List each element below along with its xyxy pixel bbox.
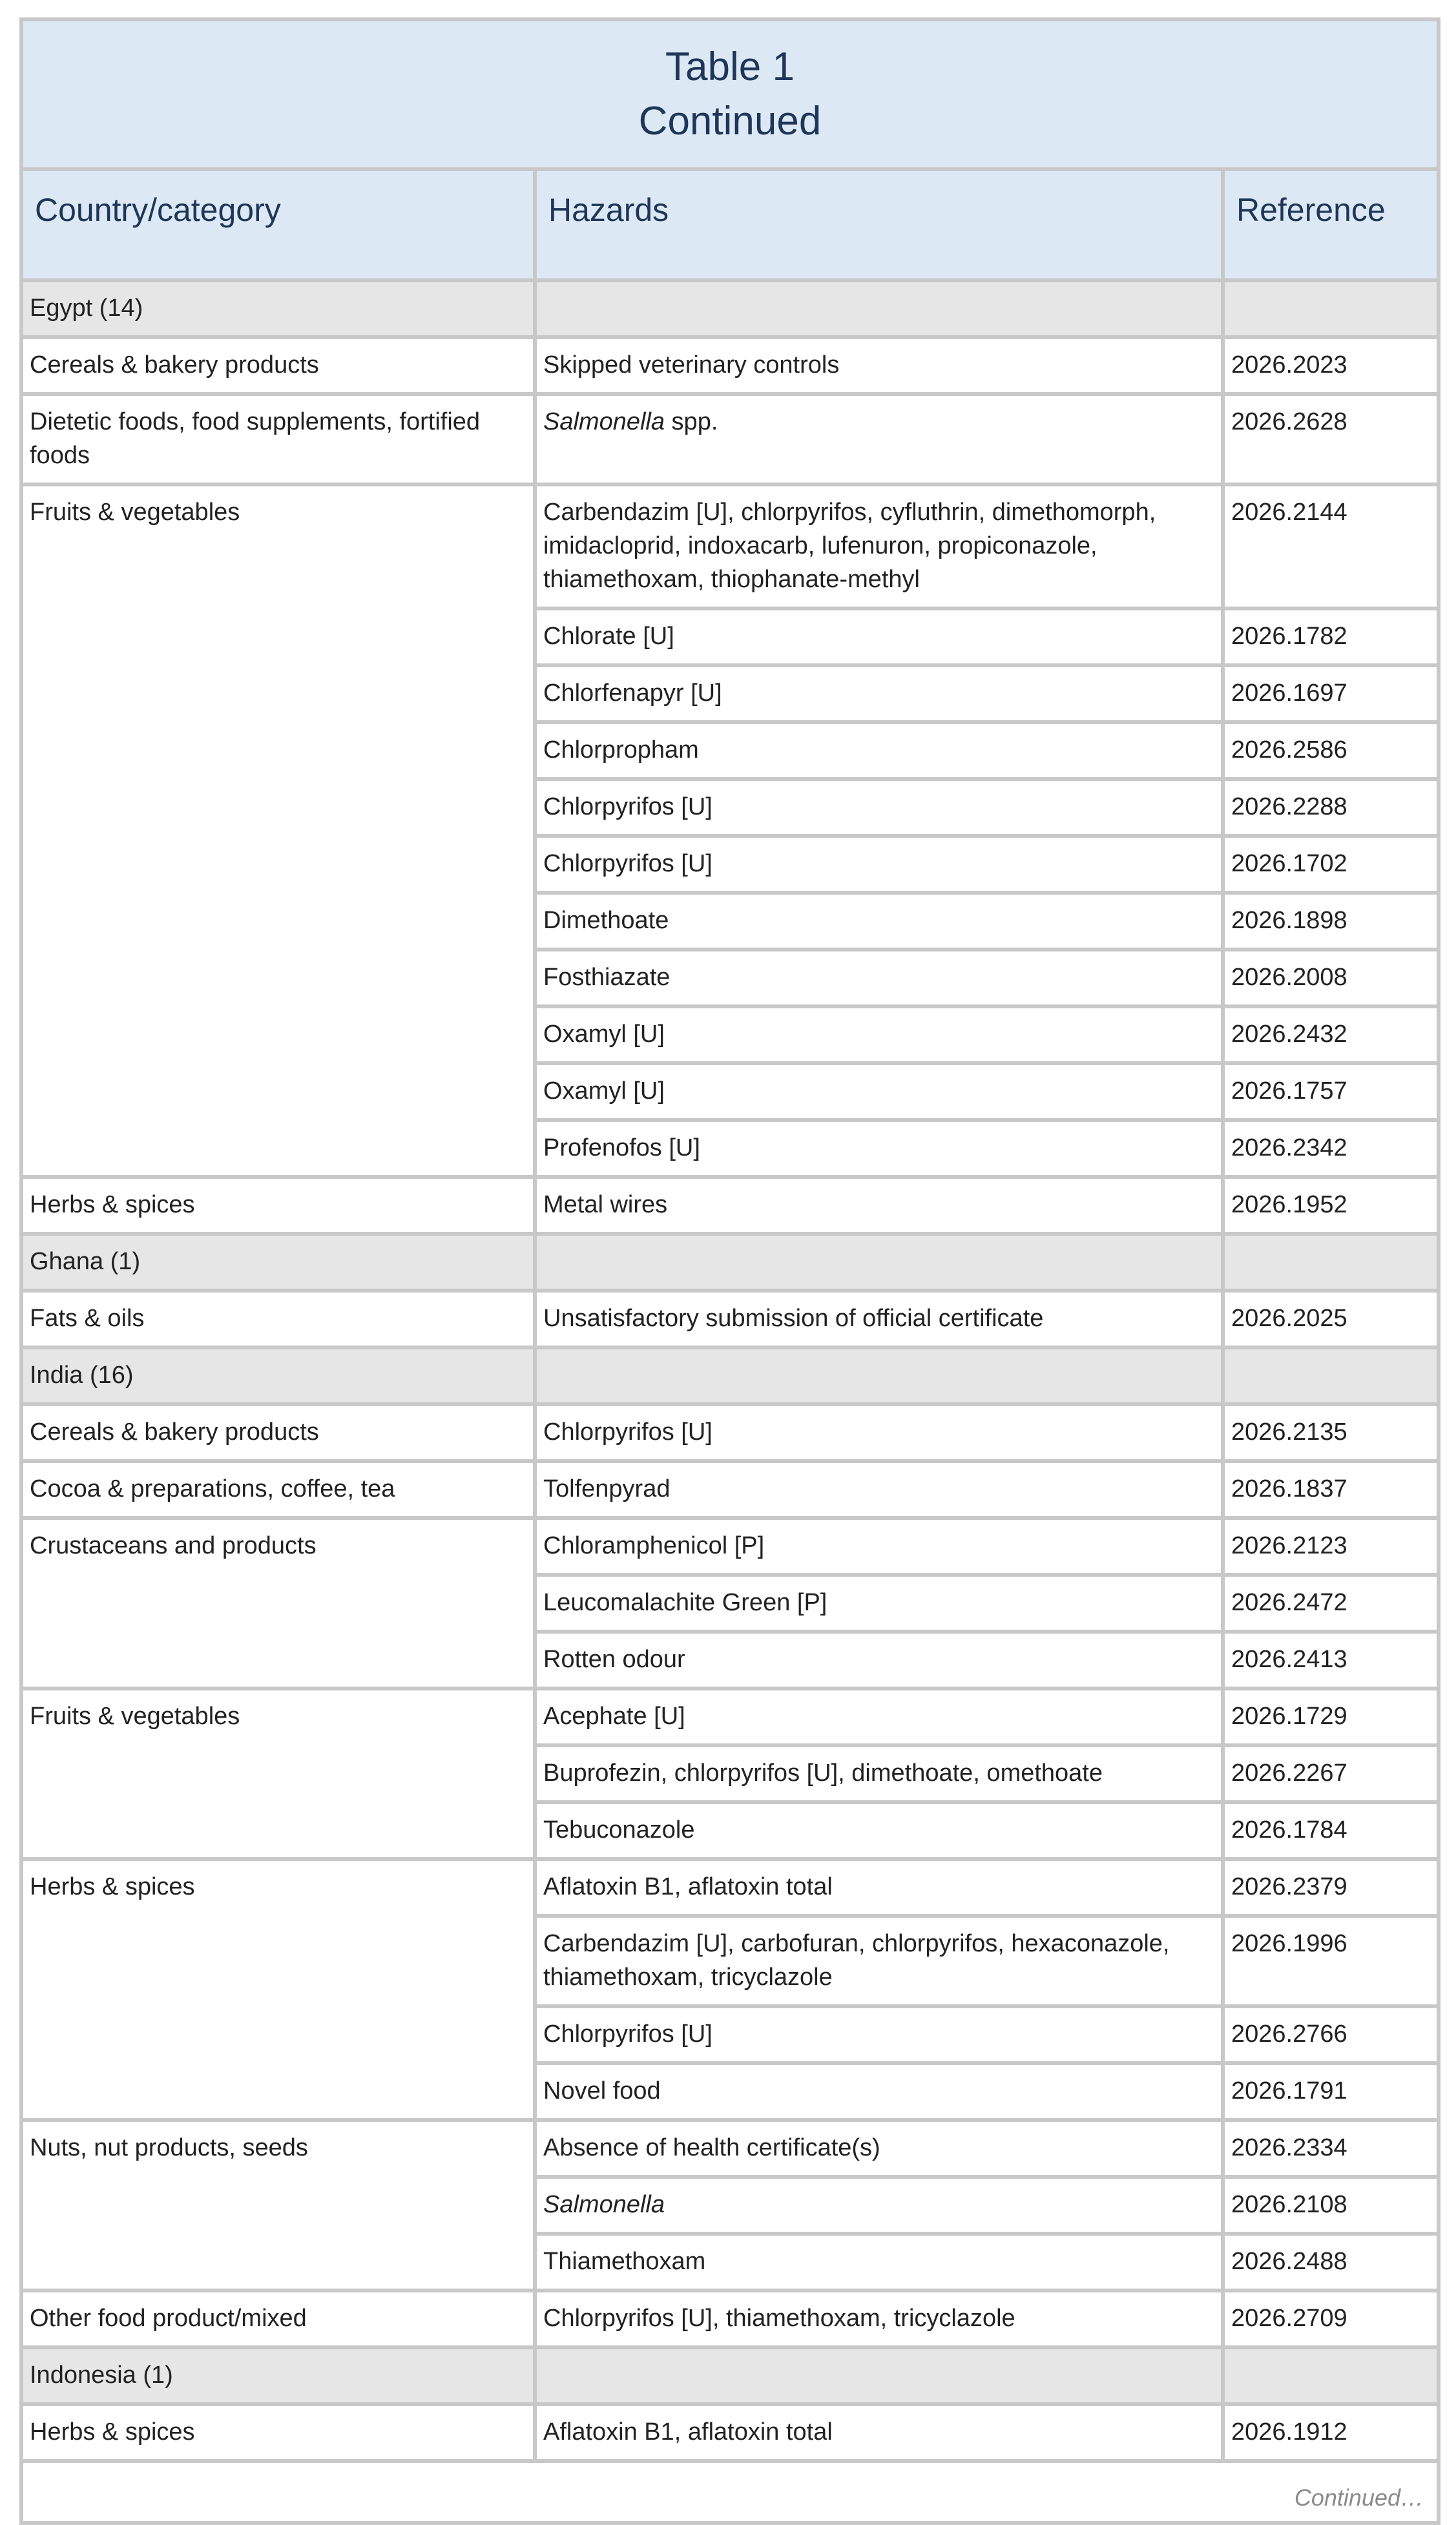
hazard-cell: Acephate [U] (535, 1689, 1223, 1745)
category-cell: Fruits & vegetables (21, 484, 535, 1177)
country-row-ghana (21, 1234, 1439, 1291)
category-cell: Dietetic foods, food supplements, fortified foods (21, 394, 535, 484)
reference-cell: 2026.1757 (1223, 1063, 1439, 1120)
hazard-cell: Oxamyl [U] (535, 1063, 1223, 1120)
category-cell: Cereals & bakery products (21, 1404, 535, 1461)
category-cell: Herbs & spices (21, 1177, 535, 1234)
hazard-cell (535, 394, 1223, 484)
reference-cell: 2026.2008 (1223, 950, 1439, 1006)
reference-cell: 2026.2709 (1223, 2291, 1439, 2347)
hazard-cell: Fosthiazate (535, 950, 1223, 1006)
table-header-row (21, 169, 1439, 280)
hazard-cell: Tolfenpyrad (535, 1461, 1223, 1518)
table-row (21, 394, 1439, 484)
hazard-cell: Carbendazim [U], chlorpyrifos, cyfluthrin, dimethomorph, imidacloprid, indoxacarb, lufenuron, propiconazole, thiamethoxam, thiophanate-methyl (535, 484, 1223, 608)
table-title-row (21, 19, 1439, 169)
table-row (21, 1291, 1439, 1347)
reference-cell: 2026.2488 (1223, 2234, 1439, 2291)
hazards-table (19, 17, 1440, 2525)
category-cell: Cereals & bakery products (21, 337, 535, 394)
hazard-cell: Aflatoxin B1, aflatoxin total (535, 1859, 1223, 1916)
reference-cell: 2026.2108 (1223, 2177, 1439, 2234)
category-cell: Herbs & spices (21, 2404, 535, 2461)
reference-cell: 2026.2472 (1223, 1575, 1439, 1632)
reference-cell: 2026.2023 (1223, 337, 1439, 394)
category-cell: Fats & oils (21, 1291, 535, 1347)
hazard-cell: Chlorfenapyr [U] (535, 665, 1223, 722)
category-cell: Herbs & spices (21, 1859, 535, 2120)
reference-cell: 2026.2267 (1223, 1745, 1439, 1802)
hazard-cell: Chlorpropham (535, 722, 1223, 779)
reference-cell: 2026.1898 (1223, 893, 1439, 950)
reference-cell: 2026.2628 (1223, 394, 1439, 484)
hazard-cell: Rotten odour (535, 1632, 1223, 1689)
reference-cell: 2026.1837 (1223, 1461, 1439, 1518)
table-row (21, 337, 1439, 394)
hazard-cell: Chlorpyrifos [U] (535, 836, 1223, 893)
reference-cell: 2026.1702 (1223, 836, 1439, 893)
reference-cell: 2026.1791 (1223, 2063, 1439, 2120)
reference-cell: 2026.2413 (1223, 1632, 1439, 1689)
reference-cell: 2026.2334 (1223, 2120, 1439, 2177)
header-hazards: Hazards (535, 169, 1223, 280)
table-row (21, 1689, 1439, 1745)
table-title (21, 19, 1439, 169)
header-country-category: Country/category (21, 169, 535, 280)
hazard-cell: Thiamethoxam (535, 2234, 1223, 2291)
reference-cell: 2026.2144 (1223, 484, 1439, 608)
hazard-cell: Absence of health certificate(s) (535, 2120, 1223, 2177)
reference-cell: 2026.2123 (1223, 1518, 1439, 1575)
reference-cell: 2026.2288 (1223, 779, 1439, 836)
hazard-cell: Tebuconazole (535, 1802, 1223, 1859)
country-name: Ghana (1) (21, 1234, 535, 1291)
hazard-cell: Unsatisfactory submission of official certificate (535, 1291, 1223, 1347)
category-cell: Nuts, nut products, seeds (21, 2120, 535, 2291)
reference-cell: 2026.2379 (1223, 1859, 1439, 1916)
hazard-italic-text: Salmonella (543, 2191, 665, 2218)
header-reference: Reference (1223, 169, 1439, 280)
hazard-cell: Chlorpyrifos [U] (535, 2006, 1223, 2063)
table-row (21, 1404, 1439, 1461)
table-row (21, 1859, 1439, 1916)
category-cell: Other food product/mixed (21, 2291, 535, 2347)
reference-cell: 2026.2135 (1223, 1404, 1439, 1461)
table-row (21, 1461, 1439, 1518)
table-row (21, 2120, 1439, 2177)
table-footer-row (21, 2461, 1439, 2523)
reference-cell: 2026.1782 (1223, 608, 1439, 665)
reference-cell: 2026.1996 (1223, 1916, 1439, 2006)
category-cell: Crustaceans and products (21, 1518, 535, 1689)
reference-cell: 2026.2766 (1223, 2006, 1439, 2063)
country-name: Indonesia (1) (21, 2347, 535, 2404)
category-cell: Fruits & vegetables (21, 1689, 535, 1859)
hazard-cell: Chlorpyrifos [U] (535, 779, 1223, 836)
hazard-cell: Novel food (535, 2063, 1223, 2120)
hazard-cell: Skipped veterinary controls (535, 337, 1223, 394)
hazard-cell: Dimethoate (535, 893, 1223, 950)
hazard-cell: Metal wires (535, 1177, 1223, 1234)
table-title-number: Table 1 (665, 45, 795, 89)
reference-cell: 2026.1784 (1223, 1802, 1439, 1859)
reference-cell: 2026.2025 (1223, 1291, 1439, 1347)
hazard-cell: Buprofezin, chlorpyrifos [U], dimethoate, omethoate (535, 1745, 1223, 1802)
hazard-cell (535, 2177, 1223, 2234)
hazard-cell: Leucomalachite Green [P] (535, 1575, 1223, 1632)
hazard-cell: Oxamyl [U] (535, 1006, 1223, 1063)
hazard-cell: Chlorpyrifos [U] (535, 1404, 1223, 1461)
category-cell: Cocoa & preparations, coffee, tea (21, 1461, 535, 1518)
table-row (21, 2291, 1439, 2347)
table-row (21, 1518, 1439, 1575)
country-row-indonesia (21, 2347, 1439, 2404)
reference-cell: 2026.2342 (1223, 1120, 1439, 1177)
reference-cell: 2026.1912 (1223, 2404, 1439, 2461)
hazard-cell: Profenofos [U] (535, 1120, 1223, 1177)
country-row-india (21, 1347, 1439, 1404)
reference-cell: 2026.1729 (1223, 1689, 1439, 1745)
hazard-cell: Carbendazim [U], carbofuran, chlorpyrifos, hexaconazole, thiamethoxam, tricyclazole (535, 1916, 1223, 2006)
reference-cell: 2026.2586 (1223, 722, 1439, 779)
hazard-cell: Chlorpyrifos [U], thiamethoxam, tricyclazole (535, 2291, 1223, 2347)
continued-note: Continued… (21, 2461, 1439, 2523)
hazard-cell: Chloramphenicol [P] (535, 1518, 1223, 1575)
reference-cell: 2026.2432 (1223, 1006, 1439, 1063)
hazard-italic-text: Salmonella (543, 408, 665, 435)
hazard-text: spp. (665, 408, 718, 435)
hazard-cell: Aflatoxin B1, aflatoxin total (535, 2404, 1223, 2461)
reference-cell: 2026.1697 (1223, 665, 1439, 722)
reference-cell: 2026.1952 (1223, 1177, 1439, 1234)
country-name: Egypt (14) (21, 280, 535, 337)
table-row (21, 2404, 1439, 2461)
document-page (19, 17, 1437, 2511)
hazard-cell: Chlorate [U] (535, 608, 1223, 665)
country-row-egypt (21, 280, 1439, 337)
table-row (21, 484, 1439, 608)
table-row (21, 1177, 1439, 1234)
country-name: India (16) (21, 1347, 535, 1404)
table-title-continued: Continued (638, 99, 822, 143)
